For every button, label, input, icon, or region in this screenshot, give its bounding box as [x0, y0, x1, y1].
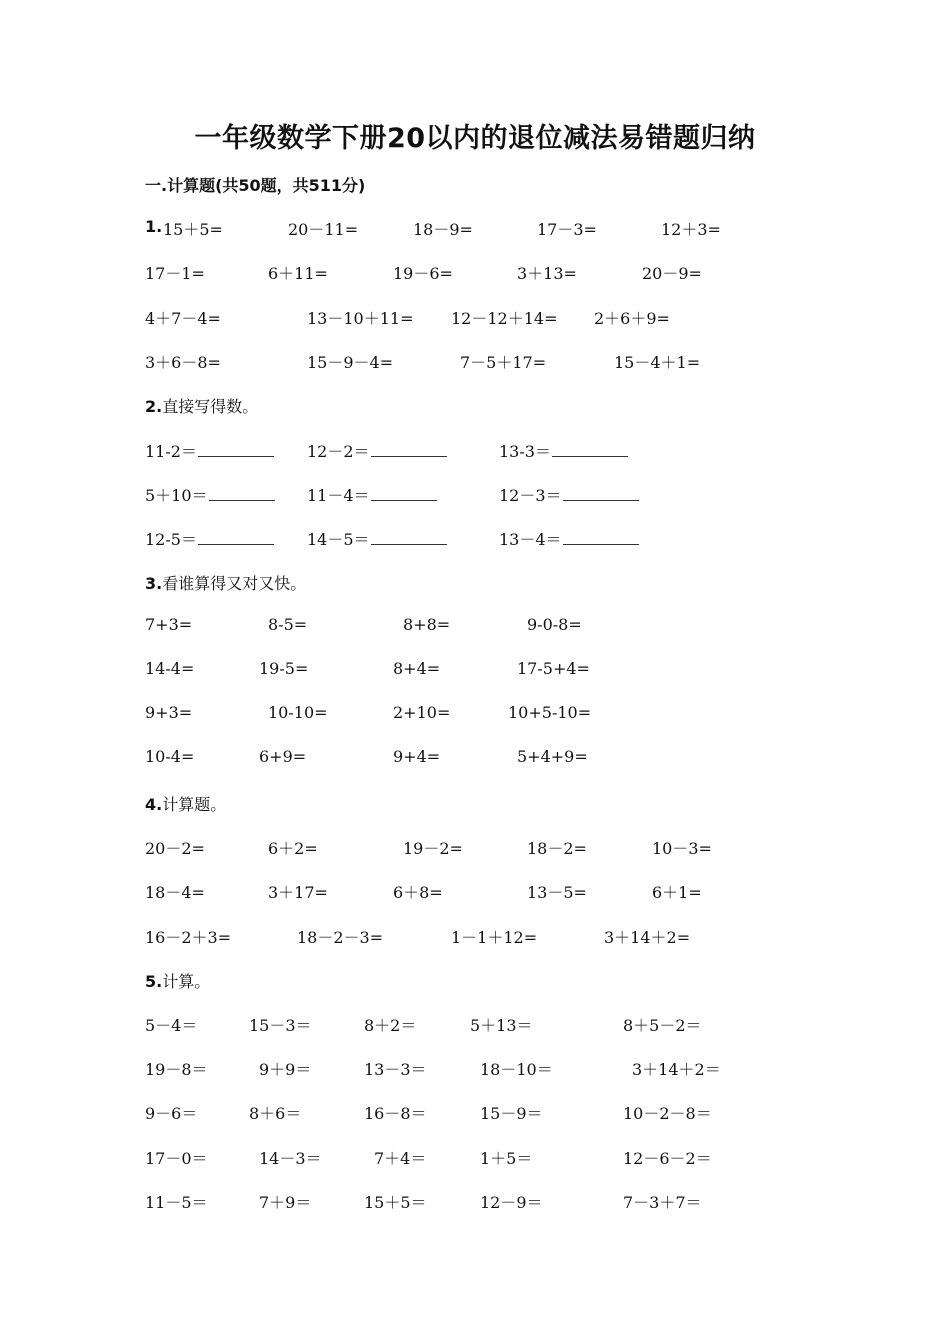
equation: 1－1＋12=: [451, 928, 538, 947]
question-2-label: [145, 394, 258, 417]
q3-row-3: [0, 703, 950, 725]
answer-blank[interactable]: [563, 543, 639, 545]
q4-row-3: [0, 925, 950, 947]
equation: 15－3＝: [249, 1016, 312, 1035]
equation: 4＋7－4=: [145, 309, 221, 328]
equation: 17-5+4=: [517, 659, 590, 678]
equation: 9－6＝: [145, 1104, 198, 1123]
equation: 18－9=: [413, 220, 473, 239]
q5-row-1: [0, 1013, 950, 1035]
equation: 8＋5－2＝: [623, 1016, 702, 1035]
equation: 16－2＋3=: [145, 928, 232, 947]
equation: 3＋14＋2＝: [632, 1060, 721, 1079]
fill-blank-equation: 14－5＝: [307, 527, 447, 550]
equation: 20－2=: [145, 839, 205, 858]
equation: 8＋2＝: [364, 1016, 417, 1035]
answer-blank[interactable]: [198, 455, 274, 457]
question-number: 3.: [145, 574, 163, 593]
equation: 15－9－4=: [307, 353, 394, 372]
equation: 5－4＝: [145, 1016, 198, 1035]
equation: 6+9=: [259, 747, 307, 766]
equation: 11－5＝: [145, 1193, 208, 1212]
answer-blank[interactable]: [371, 543, 447, 545]
answer-blank[interactable]: [209, 499, 275, 501]
fill-blank-equation: 11－4＝: [307, 483, 437, 506]
fill-blank-equation: 11-2＝: [145, 439, 274, 462]
equation: 10+5-10=: [508, 703, 592, 722]
equation: 17－3=: [537, 220, 597, 239]
q5-row-5: [0, 1190, 950, 1212]
equation: 12－9＝: [480, 1193, 543, 1212]
q1-row-4: [0, 350, 950, 372]
answer-blank[interactable]: [563, 499, 639, 501]
question-number: 2.: [145, 397, 163, 416]
equation: 19－2=: [403, 839, 463, 858]
equation: 1＋5＝: [480, 1149, 533, 1168]
section-header: 一.计算题(共50题，共511分): [145, 176, 366, 195]
equation: 15－9＝: [480, 1104, 543, 1123]
equation: 19－6=: [393, 264, 453, 283]
equation: 6＋8=: [393, 883, 443, 902]
equation: 13－10＋11=: [307, 309, 414, 328]
equation: 5＋13＝: [470, 1016, 533, 1035]
equation: 19－8＝: [145, 1060, 208, 1079]
equation: 13－3＝: [364, 1060, 427, 1079]
equation: 2＋6＋9=: [594, 309, 670, 328]
question-5-label: [145, 969, 210, 992]
fill-blank-equation: 13－4＝: [499, 527, 639, 550]
equation: 9-0-8=: [527, 615, 582, 634]
equation: 18－10＝: [480, 1060, 553, 1079]
q5-row-2: [0, 1057, 950, 1079]
question-number: 5.: [145, 972, 163, 991]
equation: 8-5=: [268, 615, 308, 634]
answer-blank[interactable]: [371, 499, 437, 501]
q3-row-1: [0, 615, 950, 637]
q2-row-2: [0, 483, 950, 505]
equation: 10－3=: [652, 839, 712, 858]
equation: 6＋1=: [652, 883, 702, 902]
fill-blank-equation: 5＋10＝: [145, 483, 275, 506]
equation: 9+4=: [393, 747, 441, 766]
question-4-label: [145, 792, 226, 815]
q3-row-4: [0, 747, 950, 769]
equation: 7＋9＝: [259, 1193, 312, 1212]
equation: 18－4=: [145, 883, 205, 902]
q5-row-4: [0, 1146, 950, 1168]
fill-blank-equation: 12－3＝: [499, 483, 639, 506]
q3-row-2: [0, 659, 950, 681]
question-number: 1.: [145, 217, 163, 236]
question-prompt: 计算题。: [162, 795, 227, 814]
equation: 6＋11=: [268, 264, 328, 283]
fill-blank-equation: 12-5＝: [145, 527, 274, 550]
equation: 2+10=: [393, 703, 451, 722]
page-title: 一年级数学下册20以内的退位减法易错题归纳: [194, 123, 756, 154]
equation: 19-5=: [259, 659, 309, 678]
answer-blank[interactable]: [552, 455, 628, 457]
equation: 5+4+9=: [517, 747, 588, 766]
equation: 15＋5＝: [364, 1193, 427, 1212]
equation: 17－1=: [145, 264, 205, 283]
equation: 12－6－2＝: [623, 1149, 712, 1168]
equation: 18－2－3=: [297, 928, 384, 947]
q2-row-3: [0, 527, 950, 549]
question-3-label: [145, 571, 306, 594]
equation: 3＋6－8=: [145, 353, 221, 372]
equation: 20－11=: [288, 220, 359, 239]
equation: 3＋17=: [268, 883, 328, 902]
equation: 17－0＝: [145, 1149, 208, 1168]
equation: 10-4=: [145, 747, 195, 766]
equation: 9+3=: [145, 703, 193, 722]
equation: 7+3=: [145, 615, 193, 634]
equation: 6＋2=: [268, 839, 318, 858]
equation: 10－2－8＝: [623, 1104, 712, 1123]
question-number: 4.: [145, 795, 163, 814]
equation: 3＋14＋2=: [604, 928, 691, 947]
equation: 12－12＋14=: [451, 309, 558, 328]
q4-row-1: [0, 836, 950, 858]
q1-row-1: [0, 217, 950, 239]
equation: 9＋9＝: [259, 1060, 312, 1079]
equation: 13－5=: [527, 883, 587, 902]
question-prompt: 直接写得数。: [162, 397, 259, 416]
equation: 10-10=: [268, 703, 328, 722]
equation: 14－3＝: [259, 1149, 322, 1168]
equation: 18－2=: [527, 839, 587, 858]
fill-blank-equation: 12－2＝: [307, 439, 447, 462]
equation: 7＋4＝: [374, 1149, 427, 1168]
q1-row-2: [0, 261, 950, 283]
answer-blank[interactable]: [371, 455, 447, 457]
equation: 15－4＋1=: [614, 353, 701, 372]
q4-row-2: [0, 880, 950, 902]
question-prompt: 看谁算得又对又快。: [162, 574, 307, 593]
equation: 7－3＋7＝: [623, 1193, 702, 1212]
q2-row-1: [0, 439, 950, 461]
equation: 8＋6＝: [249, 1104, 302, 1123]
equation: 8+8=: [403, 615, 451, 634]
fill-blank-equation: 13-3＝: [499, 439, 628, 462]
equation: 16－8＝: [364, 1104, 427, 1123]
answer-blank[interactable]: [198, 543, 274, 545]
equation: 8+4=: [393, 659, 441, 678]
equation: 3＋13=: [517, 264, 577, 283]
question-prompt: 计算。: [162, 972, 211, 991]
equation: 14-4=: [145, 659, 195, 678]
q5-row-3: [0, 1101, 950, 1123]
equation: 15＋5=: [163, 220, 223, 239]
equation: 20－9=: [642, 264, 702, 283]
equation: 7－5＋17=: [460, 353, 547, 372]
equation: 12＋3=: [661, 220, 721, 239]
q1-row-3: [0, 306, 950, 328]
